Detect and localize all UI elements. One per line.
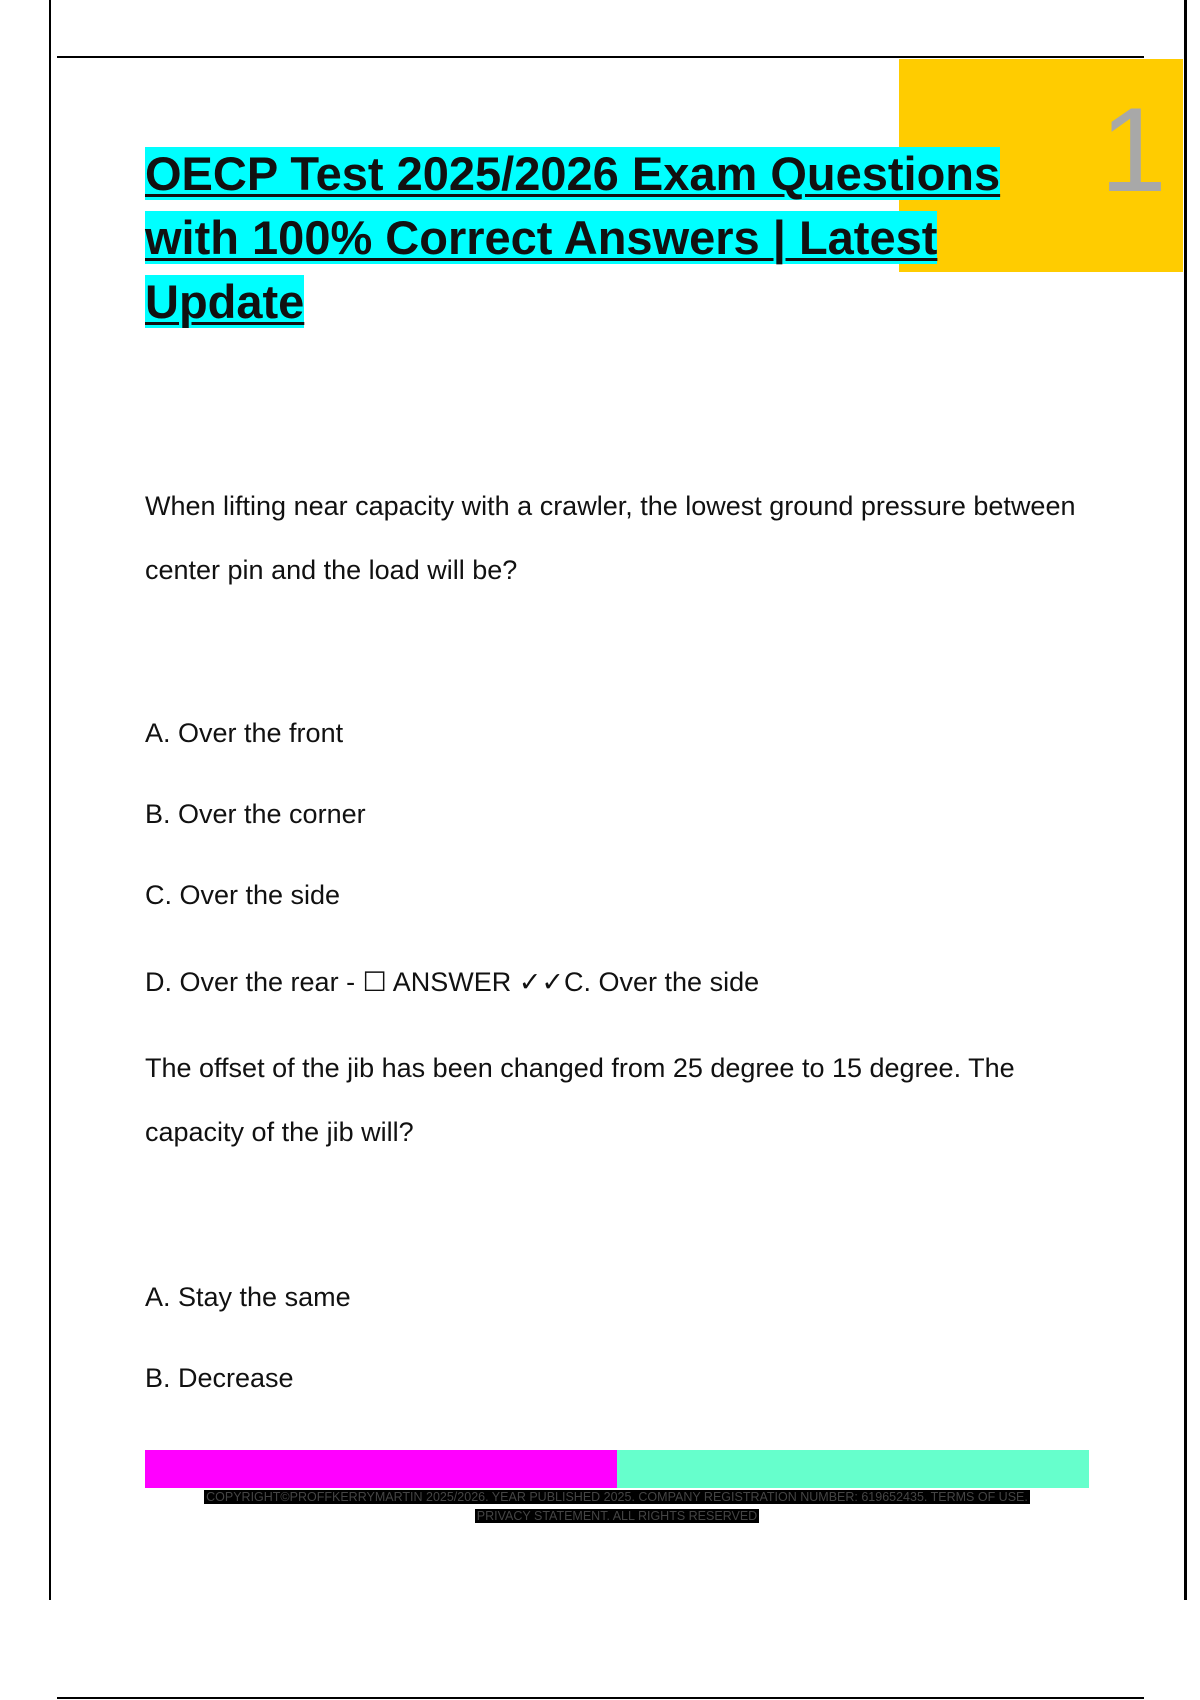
question-2-text: The offset of the jib has been changed from 25 degree to 15 degree. The capacity of the jib will? <box>145 1053 1015 1147</box>
page-border-left <box>49 0 51 1600</box>
copyright-footer <box>145 1488 1089 1526</box>
document-title-text: OECP Test 2025/2026 Exam Questions with 100% Correct Answers | Latest Update <box>145 147 1001 328</box>
question-1-option-a: A. Over the front <box>145 718 344 748</box>
question-2-option-a: A. Stay the same <box>145 1282 351 1312</box>
footer-bar-magenta <box>145 1450 617 1488</box>
question-1-text: When lifting near capacity with a crawler, the lowest ground pressure between center pin and the load will be? <box>145 491 1076 585</box>
bottom-rule <box>57 1697 1144 1699</box>
copyright-line-1: COPYRIGHT©PROFFKERRYMARTIN 2025/2026. YEAR PUBLISHED 2025. COMPANY REGISTRATION NUMBER: 619652435. TERMS OF USE. <box>206 1490 1028 1504</box>
page-number: 1 <box>1100 83 1167 217</box>
page-border-right <box>1184 0 1187 1600</box>
question-1-option-c: C. Over the side <box>145 880 341 910</box>
copyright-line-2: PRIVACY STATEMENT. ALL RIGHTS RESERVED <box>476 1509 758 1523</box>
question-1-option-b: B. Over the corner <box>145 799 366 829</box>
document-title <box>145 142 1045 334</box>
question-2-option-b: B. Decrease <box>145 1363 294 1393</box>
question-1-option-d-answer: D. Over the rear - ☐ ANSWER ✓✓C. Over the side <box>145 967 760 997</box>
footer-bar-mint <box>617 1450 1089 1488</box>
top-rule <box>57 56 1144 58</box>
